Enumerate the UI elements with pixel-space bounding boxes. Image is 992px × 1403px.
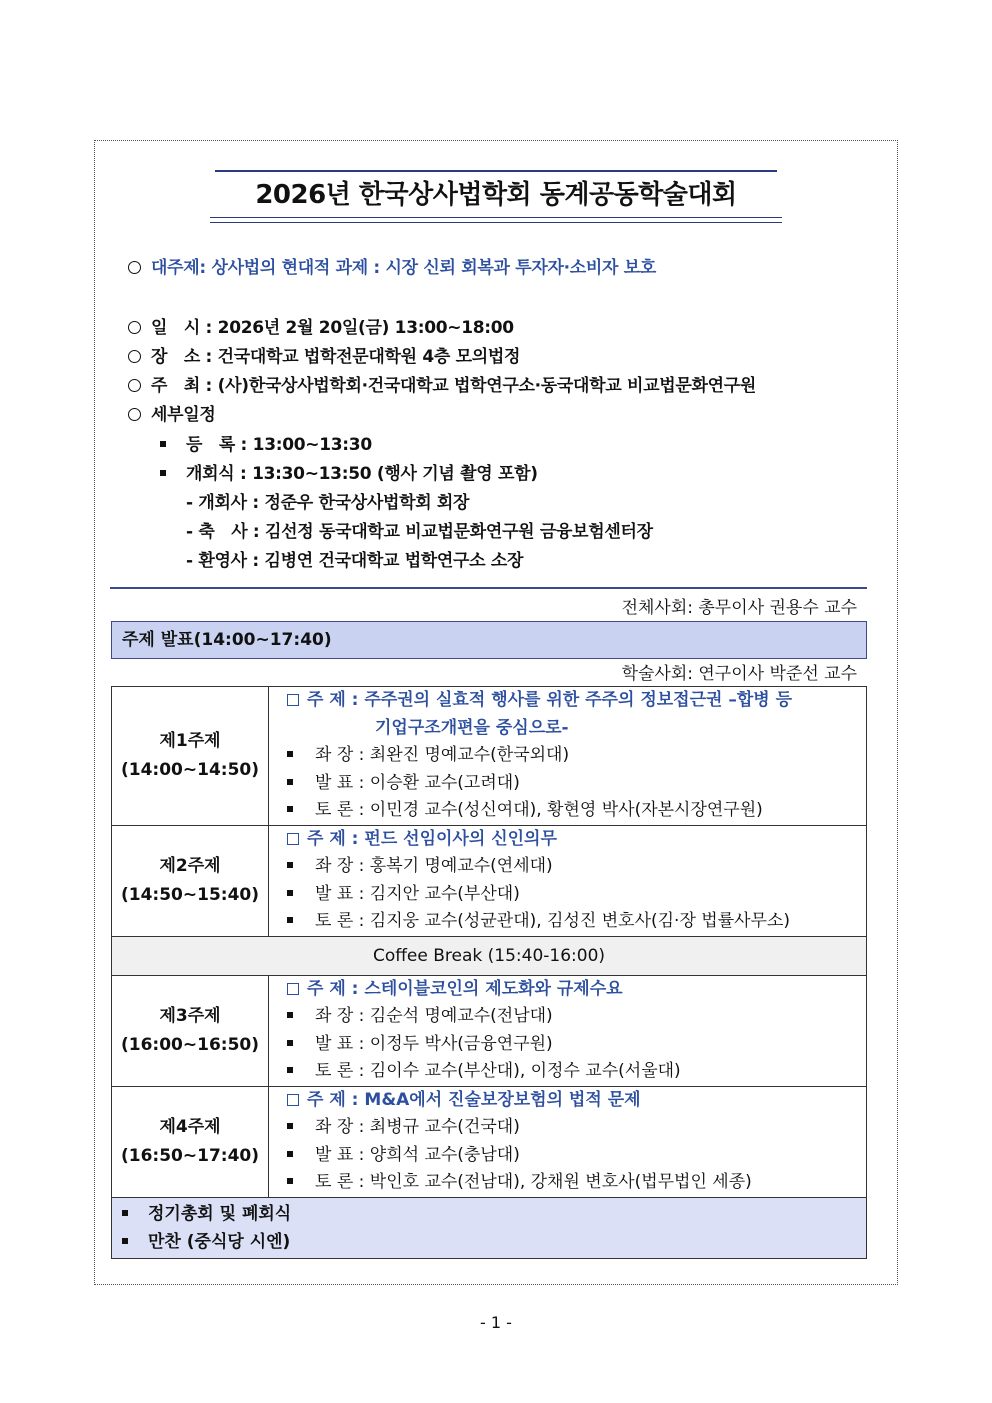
info-venue: [128, 342, 520, 367]
session-chair: [287, 1114, 858, 1142]
welcome-address: - 환영사 : 김병연 건국대학교 법학연구소 소장: [186, 551, 524, 571]
venue-text: 장 소 : 건국대학교 법학전문대학원 4층 모의법정: [151, 347, 521, 367]
circle-bullet-icon: [128, 350, 141, 363]
square-bullet-icon: [287, 1012, 293, 1018]
title-rule-bottom: [210, 217, 782, 218]
presenter-text: 발 표 : 양희석 교수(충남대): [315, 1144, 520, 1165]
session-name: 제4주제: [159, 1116, 221, 1137]
presenter-text: 발 표 : 김지안 교수(부산대): [315, 883, 520, 904]
chair-text: 좌 장 : 홍복기 명예교수(연세대): [315, 856, 553, 876]
main-theme: [128, 253, 656, 278]
checkbox-icon: [287, 694, 299, 706]
coffee-break: Coffee Break (15:40-16:00): [112, 936, 867, 975]
checkbox-icon: [287, 983, 299, 995]
session-presenter: [287, 881, 858, 909]
square-bullet-icon: [287, 779, 293, 785]
info-details: [128, 400, 216, 425]
session-subject: [287, 826, 858, 854]
schedule-table: [111, 686, 867, 1259]
main-theme-text: 대주제: 상사법의 현대적 과제 : 시장 신뢰 회복과 투자자·소비자 보호: [151, 258, 657, 278]
session-presenter: [287, 1031, 858, 1059]
session-content: [269, 825, 867, 936]
session-chair: [287, 1003, 858, 1031]
session-chair: [287, 853, 858, 881]
session-subject: [287, 687, 858, 715]
square-bullet-icon: [287, 917, 293, 923]
session-discussant: [287, 1058, 858, 1086]
closing-item: [122, 1200, 866, 1228]
session-name: 제1주제: [159, 730, 221, 751]
chair-text: 좌 장 : 김순석 명예교수(전남대): [315, 1006, 553, 1026]
overall-moderator: 전체사회: 총무이사 권용수 교수: [621, 598, 857, 618]
title-rule-top: [215, 170, 777, 172]
square-bullet-icon: [287, 1151, 293, 1157]
circle-bullet-icon: [128, 379, 141, 392]
registration-text: 등 록 : 13:00~13:30: [186, 435, 372, 455]
closing-item: [122, 1228, 866, 1256]
title-rule-bottom-2: [210, 222, 782, 223]
page-number: - 1 -: [480, 1313, 512, 1332]
session-discussant: [287, 908, 858, 936]
session-presenter: [287, 1142, 858, 1170]
schedule-opening: [160, 459, 538, 484]
info-datetime: [128, 313, 514, 338]
session-content: [269, 975, 867, 1086]
session-time: (16:00~16:50): [120, 1034, 259, 1055]
subject-text: 주 제 : 주주권의 실효적 행사를 위한 주주의 정보접근권 –합병 등: [307, 690, 793, 710]
square-bullet-icon: [160, 441, 166, 447]
discussant-text: 토 론 : 김이수 교수(부산대), 이정수 교수(서울대): [315, 1061, 681, 1081]
chair-text: 좌 장 : 최완진 명예교수(한국외대): [315, 745, 570, 765]
section-divider: [110, 587, 867, 589]
table-row: [112, 975, 867, 1086]
discussant-text: 토 론 : 박인호 교수(전남대), 강채원 변호사(법무법인 세종): [315, 1172, 752, 1192]
presenter-text: 발 표 : 이승환 교수(고려대): [315, 772, 520, 793]
section-bar: 주제 발표(14:00~17:40): [111, 621, 867, 659]
presenter-text: 발 표 : 이정두 박사(금융연구원): [315, 1033, 553, 1054]
closing-events: [112, 1197, 867, 1258]
session-time: (14:50~15:40): [120, 884, 259, 905]
session-subject: [287, 976, 858, 1004]
square-bullet-icon: [287, 1067, 293, 1073]
session-chair: [287, 742, 858, 770]
session-subject-cont: 기업구조개편을 중심으로-: [375, 717, 569, 738]
datetime-text: 일 시 : 2026년 2월 20일(금) 13:00~18:00: [151, 318, 514, 338]
subject-text: 주 제 : 펀드 선임이사의 신인의무: [307, 828, 557, 849]
session-label: [112, 825, 269, 936]
square-bullet-icon: [122, 1210, 128, 1216]
table-row: [112, 687, 867, 826]
square-bullet-icon: [287, 890, 293, 896]
chair-text: 좌 장 : 최병규 교수(건국대): [315, 1117, 520, 1137]
academic-moderator: 학술사회: 연구이사 박준선 교수: [621, 664, 857, 684]
closing-text: 만찬 (중식당 시엔): [148, 1231, 291, 1252]
table-row: [112, 936, 867, 975]
session-label: [112, 687, 269, 826]
subject-text: 주 제 : M&A에서 진술보장보험의 법적 문제: [307, 1089, 641, 1110]
session-discussant: [287, 1169, 858, 1197]
square-bullet-icon: [160, 470, 166, 476]
discussant-text: 토 론 : 이민경 교수(성신여대), 황현영 박사(자본시장연구원): [315, 800, 763, 820]
session-label: [112, 1086, 269, 1197]
document-title: 2026년 한국상사법학회 동계공동학술대회: [255, 180, 737, 210]
table-row: [112, 1086, 867, 1197]
square-bullet-icon: [287, 1123, 293, 1129]
host-text: 주 최 : (사)한국상사법학회·건국대학교 법학연구소·동국대학교 비교법문화연구원: [151, 376, 756, 396]
session-time: (16:50~17:40): [120, 1145, 259, 1166]
checkbox-icon: [287, 833, 299, 845]
session-content: [269, 1086, 867, 1197]
square-bullet-icon: [287, 1178, 293, 1184]
closing-text: 정기총회 및 폐회식: [148, 1203, 292, 1224]
opening-text: 개회식 : 13:30~13:50 (행사 기념 촬영 포함): [186, 464, 538, 484]
square-bullet-icon: [287, 806, 293, 812]
table-row: [112, 825, 867, 936]
session-name: 제3주제: [159, 1005, 221, 1026]
table-row: [112, 1197, 867, 1258]
circle-bullet-icon: [128, 321, 141, 334]
subject-text: 주 제 : 스테이블코인의 제도화와 규제수요: [307, 978, 623, 999]
session-name: 제2주제: [159, 855, 221, 876]
schedule-registration: [160, 430, 372, 455]
session-label: [112, 975, 269, 1086]
square-bullet-icon: [287, 862, 293, 868]
session-discussant: [287, 797, 858, 825]
session-presenter: [287, 770, 858, 798]
circle-bullet-icon: [128, 261, 141, 274]
session-time: (14:00~14:50): [120, 759, 259, 780]
info-host: [128, 371, 756, 396]
square-bullet-icon: [122, 1238, 128, 1244]
checkbox-icon: [287, 1094, 299, 1106]
discussant-text: 토 론 : 김지웅 교수(성균관대), 김성진 변호사(김·장 법률사무소): [315, 911, 791, 931]
congratulatory-address: - 축 사 : 김선정 동국대학교 비교법문화연구원 금융보험센터장: [186, 522, 653, 542]
details-text: 세부일정: [151, 405, 216, 425]
session-content: [269, 687, 867, 826]
square-bullet-icon: [287, 751, 293, 757]
opening-address: - 개회사 : 정준우 한국상사법학회 회장: [186, 493, 470, 513]
session-subject: [287, 1087, 858, 1115]
circle-bullet-icon: [128, 408, 141, 421]
square-bullet-icon: [287, 1040, 293, 1046]
